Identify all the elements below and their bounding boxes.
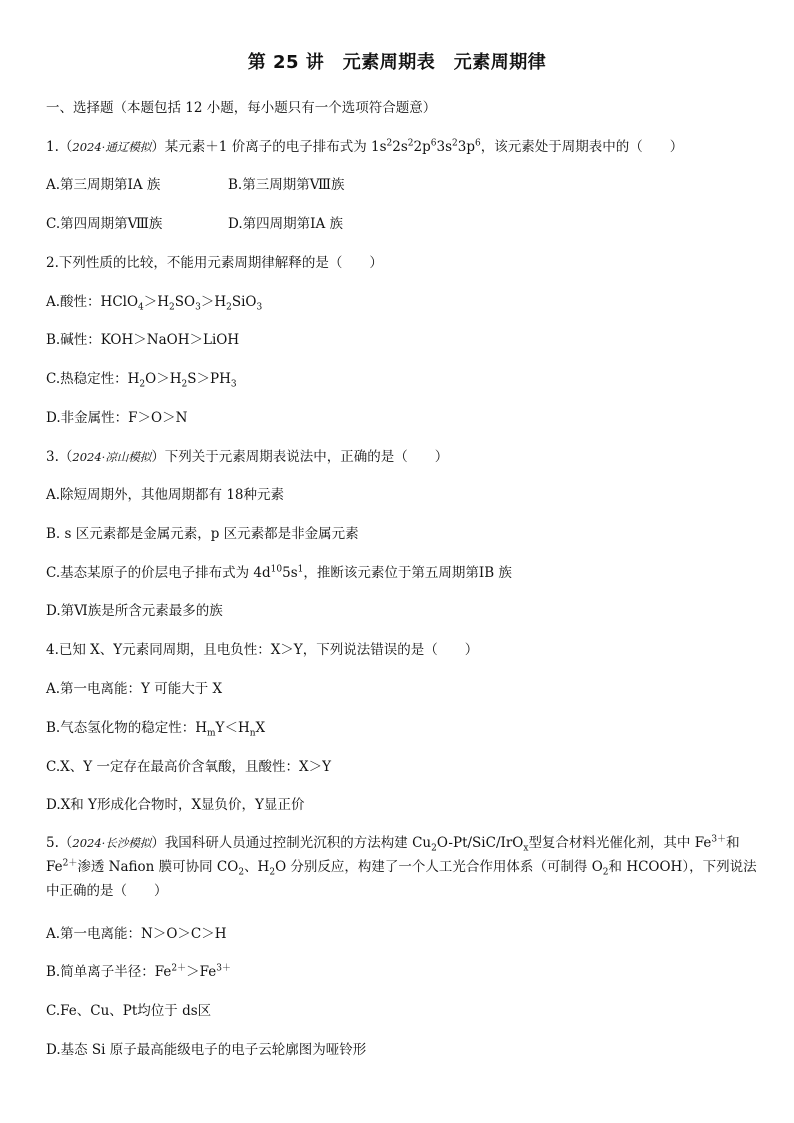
option-d: D.X和 Y形成化合物时，X显负价，Y显正价 — [46, 797, 305, 813]
option-d: D.第四周期第ⅠA 族 — [228, 216, 344, 232]
option-a: A.酸性：$HClO_4>H_2SO_3>H_2SiO_3$ — [46, 294, 263, 313]
option-a: A.第一电离能：Y 可能大于 X — [46, 681, 223, 697]
question-3-stem: 3.（2024·凉山模拟）下列关于元素周期表说法中，正确的是（ ） — [46, 449, 449, 465]
option-a: A.第一电离能：N＞O＞C＞H — [46, 926, 227, 942]
question-source: 2024·通辽模拟 — [72, 140, 152, 154]
option-d: D.非金属性：F＞O＞N — [46, 410, 188, 426]
option-c: C.Fe、Cu、Pt均位于 ds区 — [46, 1003, 212, 1019]
option-b: B.气态氢化物的稳定性：$H_mY<H_nX$ — [46, 720, 266, 739]
question-5-stem: 5.（2024·长沙模拟）我国科研人员通过控制光沉积的方法构建 $Cu_2O-Pt/SiC/IrO_x$型复合材料光催化剂，其中 $Fe^{3+}$和 $Fe^{2+}$渗透 Nafion 膜可协同 $CO_2$、$H_2O$ 分别反应，构建了一个人工光合作用体系（可制得 $O_2$和 HCOOH），下列说法中正确的是（ ） — [46, 834, 757, 899]
question-source: 2024·凉山模拟 — [72, 450, 152, 464]
option-c: C.第四周期第Ⅷ族 — [46, 216, 163, 232]
option-a: A.第三周期第ⅠA 族 — [46, 177, 161, 193]
option-b: B.第三周期第Ⅷ族 — [228, 177, 345, 193]
question-1-stem: 1.（2024·通辽模拟）某元素＋1 价离子的电子排布式为 $1s^22s^22p^63s^23p^6$，该元素处于周期表中的（ ） — [46, 138, 684, 155]
question-4-stem: 4.已知 X、Y元素同周期，且电负性：X＞Y，下列说法错误的是（ ） — [46, 642, 479, 658]
option-a: A.除短周期外，其他周期都有 18种元素 — [46, 487, 285, 503]
option-b: B.简单离子半径：$Fe^{2+}>Fe^{3+}$ — [46, 963, 231, 980]
option-c: C.热稳定性：$H_2O>H_2S>PH_3$ — [46, 371, 237, 390]
question-source: 2024·长沙模拟 — [72, 836, 152, 850]
question-1-options-row-1 — [46, 175, 758, 195]
section-header: 一、选择题（本题包括 12 小题，每小题只有一个选项符合题意） — [46, 100, 437, 116]
page-title: 第 25 讲 元素周期表 元素周期律 — [247, 52, 547, 73]
option-d: D.基态 Si 原子最高能级电子的电子云轮廓图为哑铃形 — [46, 1042, 367, 1058]
option-c: C.X、Y 一定存在最高价含氧酸，且酸性：X＞Y — [46, 759, 331, 775]
question-2-stem: 2.下列性质的比较，不能用元素周期律解释的是（ ） — [46, 255, 383, 271]
option-b: B. s 区元素都是金属元素，p 区元素都是非金属元素 — [46, 526, 359, 542]
question-1-options-row-2 — [46, 214, 758, 234]
option-c: C.基态某原子的价层电子排布式为 $4d^{10}5s^1$，推断该元素位于第五周期第ⅠB 族 — [46, 564, 512, 581]
option-d: D.第Ⅵ族是所含元素最多的族 — [46, 603, 223, 619]
option-b: B.碱性：KOH＞NaOH＞LiOH — [46, 332, 240, 348]
